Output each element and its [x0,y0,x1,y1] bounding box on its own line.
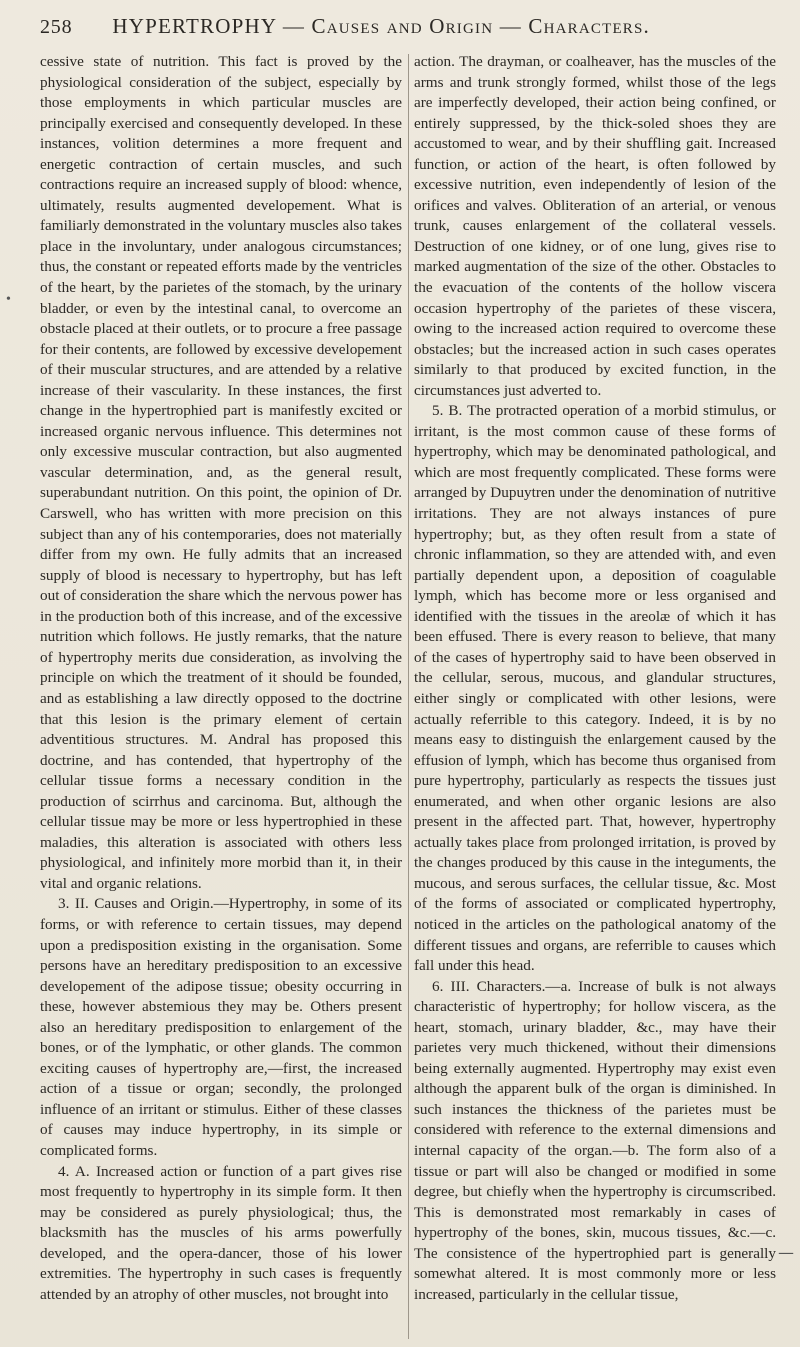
section-increased-action: 4. A. Increased action or function of a part gives rise most frequently to hypertrophy in its simple form. It then may be considered as purely physiological; thus, the blacksmith has the muscles of his arms powerfully developed, and the opera-dancer, those of his lower extremities. The hypertrophy in such cases is frequently attended by an atrophy of other muscles, not brought into [40,1162,402,1303]
right-text-column [414,52,776,1342]
section-characters: 6. III. Characters.—a. Increase of bulk is not always characteristic of hypertrophy; for hollow viscera, as the heart, stomach, urinary bladder, &c., may have their parietes very much thickened, without their dimensions being externally augmented. Hypertrophy may exist even although the apparent bulk of the organ is diminished. In such instances the thickness of the parietes must be considered with reference to the external dimensions and internal capacity of the organ.—b. The form also of a tissue or part will also be changed or modified in some degree, but chiefly when the hypertrophy is circumscribed. This is demonstrated most remarkably in cases of hypertrophy of the bones, skin, mucous tissues, &c.—c. The consistence of the hypertrophied part is generally somewhat altered. It is most commonly more or less increased, particularly in the cellular tissue, [414,977,776,1303]
section-causes-and-origin: 3. II. Causes and Origin.—Hypertrophy, in some of its forms, or with reference to certain tissues, may depend upon a predisposition existing in the organisation. Some persons have an hereditary predisposition to an excessive developement of the adipose tissue; obesity occurring in these, however abstemious they may be. Others present also an hereditary predisposition to enlargement of the bones, or of the lymphatic, or other glands. The common exciting causes of hypertrophy are,—first, the increased action of a tissue or organ; secondly, the prolonged influence of an irritant or stimulus. Either of these classes of causes may induce hypertrophy, in its simple or complicated forms. [40,895,402,1159]
running-header [40,14,780,44]
column-divider [408,54,409,1339]
margin-dot: • [6,292,11,307]
page-number: 258 [40,16,73,38]
margin-dash: — [778,1243,794,1262]
running-title: HYPERTROPHY — Causes and Origin — Characters. [112,14,650,38]
left-text-column [40,52,402,1342]
right-paragraph-continuation: action. The drayman, or coalheaver, has the muscles of the arms and trunk strongly formed, whilst those of the legs are imperfectly developed, their action being confined, or entirely suppressed, by the thick-soled shoes they are accustomed to wear, and by their shuffling gait. Increased function, or action of the heart, is often followed by excessive nutrition, even independently of lesion of the orifices and valves. Obliteration of an arterial, or venous trunk, causes enlargement of the collateral vessels. Destruction of one kidney, or of one lung, gives rise to marked augmentation of the size of the other. Obstacles to the evacuation of the contents of the hollow viscera occasion hypertrophy of the parietes of these viscera, owing to the increased action required to overcome these obstacles; but the increased action in such cases operates similarly to that produced by excited function, in the circumstances just adverted to. [414,53,776,399]
section-morbid-stimulus: 5. B. The protracted operation of a morbid stimulus, or irritant, is the most common cause of these forms of hypertrophy, which may be denominated pathological, and which are most frequently complicated. These forms were arranged by Dupuytren under the denomination of nutritive irritations. They are not always instances of pure hypertrophy; but, as they often result from a state of chronic inflammation, so they are attended with, and even partially dependent upon, a deposition of coagulable lymph, which has become more or less organised and identified with the tissues in the areolæ of which it has been effused. There is every reason to believe, that many of the cases of hypertrophy said to have been observed in the cellular, serous, mucous, and glandular structures, either singly or complicated with other lesions, were actually referrible to this category. Indeed, it is by no means easy to distinguish the enlargement caused by the effusion of lymph, which has become thus organised from pure hypertrophy, particularly as respects the tissues just enumerated, and when other organic lesions are also present in the affected part. That, however, hypertrophy actually takes place from prolonged irritation, is proved by the changes produced by this cause in the integuments, the mucous, and serous surfaces, the cellular tissue, &c. Most of the forms of associated or complicated hypertrophy, noticed in the articles on the pathological anatomy of the different tissues and organs, are referrible to causes which fall under this head. [414,402,776,975]
left-paragraph-continuation: cessive state of nutrition. This fact is proved by the physiological consideration of the subject, especially by those employments in which particular muscles are principally exercised and consequently developed. In these instances, volition determines a more frequent and energetic contraction of certain muscles, and such contractions require an increased supply of blood: whence, ultimately, results augmented developement. What is familiarly demonstrated in the voluntary muscles also takes place in the involuntary, under analogous circumstances; thus, the constant or repeated efforts made by the ventricles of the heart, by the parietes of the stomach, by the urinary bladder, or even by the intestinal canal, to overcome an obstacle placed at their outlets, or to procure a free passage for their contents, are followed by excessive developement of their muscular structures, and are attended by a relative increase of their vascularity. In these instances, the first change in the hypertrophied part is manifestly excited or increased organic nervous influence. This determines not only excessive muscular contraction, but also augmented vascular determination, and, as the general result, superabundant nutrition. On this point, the opinion of Dr. Carswell, who has written with more precision on this subject than any of his contemporaries, does not materially differ from my own. He fully admits that an increased supply of blood is necessary to hypertrophy, but has left out of consideration the share which the nervous power has in the production both of this increase, and of the excessive nutrition which follows. He justly remarks, that the nature of hypertrophy merits due consideration, as involving the principle on which the treatment of it should be founded, and as establishing a law directly opposed to the doctrine that this lesion is the primary element of certain adventitious structures. M. Andral has proposed this doctrine, and has contended, that hypertrophy of the cellular tissue forms a necessary condition in the production of scirrhus and carcinoma. But, although the cellular tissue may be more or less hypertrophied in these maladies, this alteration is associated with others less physiological, and infinitely more morbid than it, in their vital and organic relations. [40,53,402,892]
